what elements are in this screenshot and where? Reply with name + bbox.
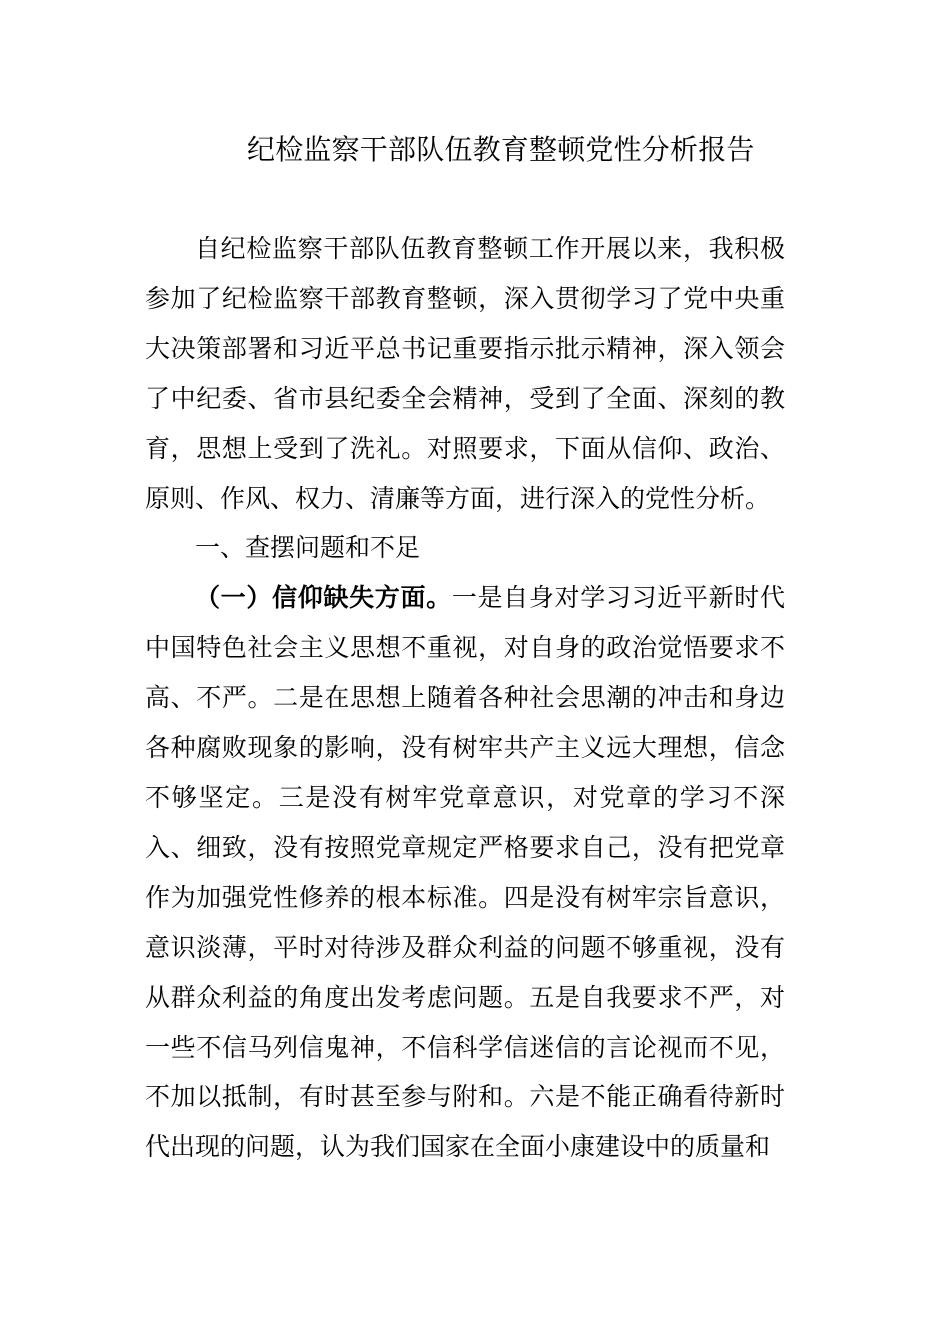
document-body bbox=[145, 224, 785, 1172]
subsection-one-paragraph bbox=[145, 573, 785, 1172]
document-title: 纪检监察干部队伍教育整顿党性分析报告 bbox=[247, 133, 755, 166]
subsection-one-text: 一是自身对学习习近平新时代中国特色社会主义思想不重视，对自身的政治觉悟要求不高、不严。二是在思想上随着各种社会思潮的冲击和身边各种腐败现象的影响，没有树牢共产主义远大理想，信念不够坚定。三是没有树牢党章意识，对党章的学习不深入、细致，没有按照党章规定严格要求自己，没有把党章作为加强党性修养的根本标准。四是没有树牢宗旨意识，意识淡薄，平时对待涉及群众利益的问题不够重视，没有从群众利益的角度出发考虑问题。五是自我要求不严，对一些不信马列信鬼神，不信科学信迷信的言论视而不见，不加以抵制，有时甚至参与附和。六是不能正确看待新时代出现的问题，认为我们国家在全面小康建设中的质量和 bbox=[145, 583, 785, 1162]
section-one-heading: 一、查摆问题和不足 bbox=[195, 533, 421, 563]
subsection-one-lead: （一）信仰缺失方面。 bbox=[195, 583, 452, 613]
intro-paragraph: 自纪检监察干部队伍教育整顿工作开展以来，我积极参加了纪检监察干部教育整顿，深入贯彻学习了党中央重大决策部署和习近平总书记重要指示批示精神，深入领会了中纪委、省市县纪委全会精神，受到了全面、深刻的教育，思想上受到了洗礼。对照要求，下面从信仰、政治、原则、作风、权力、清廉等方面，进行深入的党性分析。 bbox=[145, 234, 785, 513]
